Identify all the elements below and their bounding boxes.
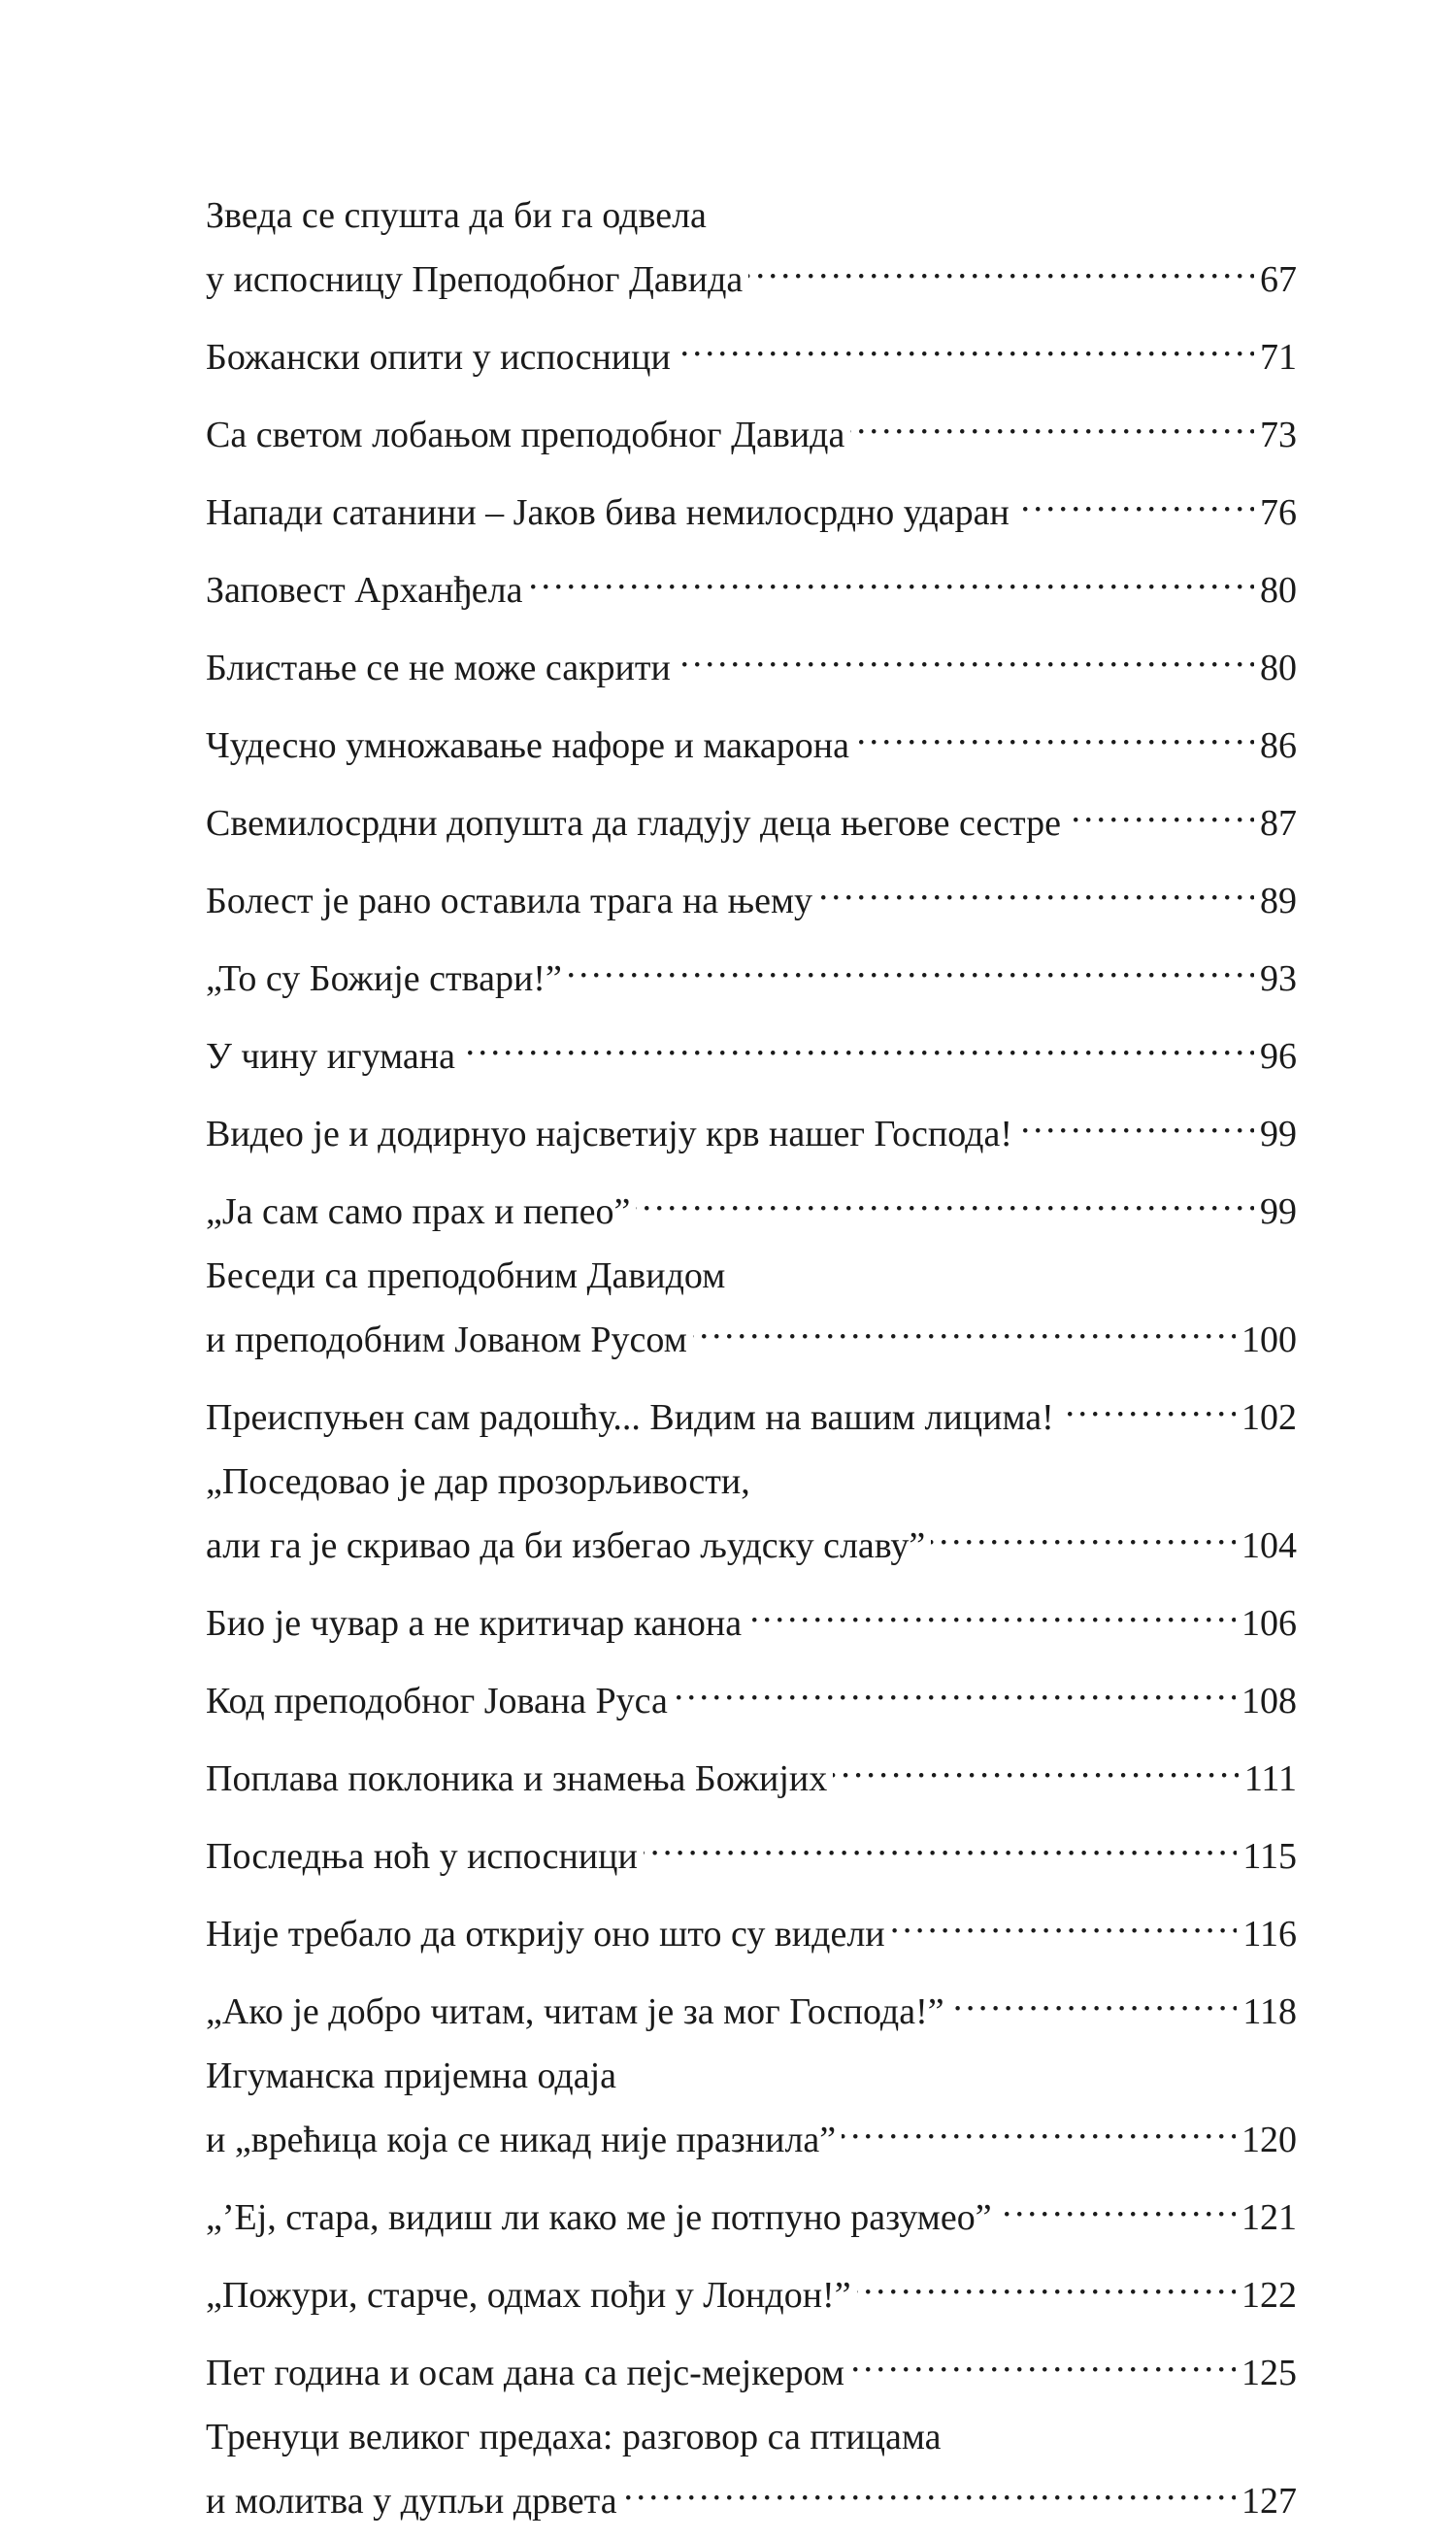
- toc-entry-title-line: Тренуци великог предаха: разговор са птицама: [206, 2417, 942, 2457]
- toc-entry-page-number: 127: [1241, 2481, 1297, 2522]
- toc-entry[interactable]: [206, 1095, 1297, 1159]
- toc-entry-title: и преподобним Јованом Русом: [206, 1320, 687, 1360]
- toc-entry[interactable]: [206, 396, 1297, 460]
- toc-entry-title: „Ако је добро читам, читам је за мог Господа!”: [206, 1991, 944, 2032]
- toc-entry-last-line: [206, 629, 1297, 693]
- toc-entry-last-line: [206, 940, 1297, 1004]
- toc-entry-last-line: [206, 1973, 1297, 2037]
- toc-entry-last-line: [206, 241, 1297, 305]
- toc-entry-last-line: [206, 862, 1297, 926]
- toc-entry-last-line: [206, 2179, 1297, 2243]
- dot-leader: [857, 2256, 1236, 2307]
- dot-leader: [677, 318, 1254, 369]
- toc-entry-page-number: 108: [1241, 1681, 1297, 1721]
- toc-entry-title: „Пожури, старче, одмах пођи у Лондон!”: [206, 2275, 851, 2316]
- toc-entry[interactable]: [206, 2334, 1297, 2398]
- toc-entry-title-line: Зведа се спушта да би га одвела: [206, 195, 707, 236]
- toc-entry-page-number: 111: [1243, 1758, 1297, 1799]
- toc-entry[interactable]: [206, 629, 1297, 693]
- toc-entry[interactable]: [206, 1740, 1297, 1804]
- dot-leader: [693, 1301, 1236, 1352]
- toc-entry-last-line: [206, 1818, 1297, 1882]
- toc-entry-page-number: 89: [1260, 881, 1297, 921]
- dot-leader: [644, 1818, 1238, 1868]
- dot-leader: [747, 1585, 1236, 1635]
- toc-entry-title: Чудесно умножавање нафоре и макарона: [206, 725, 849, 766]
- toc-entry-title: Код преподобног Јована Руса: [206, 1681, 668, 1721]
- toc-entry-title: Свемилосрдни допушта да гладују деца његове сестре: [206, 803, 1061, 844]
- dot-leader: [568, 940, 1254, 990]
- toc-entry-last-line: [206, 1095, 1297, 1159]
- dot-leader: [636, 1173, 1254, 1223]
- toc-entry-page-number: 118: [1242, 1991, 1297, 2032]
- toc-entry-title: У чину игумана: [206, 1036, 455, 1077]
- toc-entry-last-line: [206, 1895, 1297, 1959]
- dot-leader: [850, 2334, 1236, 2385]
- toc-entry-title: Са светом лобањом преподобног Давида: [206, 415, 845, 455]
- toc-entry-page-number: 80: [1260, 648, 1297, 688]
- toc-entry[interactable]: [206, 707, 1297, 771]
- dot-leader: [1060, 1379, 1236, 1429]
- toc-entry-page-number: 93: [1260, 958, 1297, 999]
- toc-entry[interactable]: [206, 940, 1297, 1004]
- dot-leader: [1015, 474, 1254, 524]
- toc-entry-page-number: 71: [1260, 337, 1297, 378]
- toc-entry-page-number: 80: [1260, 570, 1297, 611]
- toc-entry[interactable]: [206, 2179, 1297, 2243]
- toc-entry-title: Заповест Арханђела: [206, 570, 523, 611]
- toc-entry[interactable]: [206, 2051, 1297, 2165]
- toc-entry-last-line: [206, 707, 1297, 771]
- dot-leader: [1018, 1095, 1254, 1146]
- toc-entry-page-number: 102: [1241, 1397, 1297, 1438]
- toc-entry-title: Поплава поклоника и знамења Божијих: [206, 1758, 828, 1799]
- toc-entry-page-number: 100: [1241, 1320, 1297, 1360]
- toc-entry-last-line: [206, 2256, 1297, 2321]
- dot-leader: [833, 1740, 1239, 1790]
- dot-leader: [677, 629, 1254, 680]
- toc-entry-title: „Ја сам само прах и пепео”: [206, 1191, 631, 1232]
- toc-entry-title: Болест је рано оставила трага на њему: [206, 881, 813, 921]
- toc-entry-last-line: [206, 551, 1297, 616]
- toc-entry[interactable]: [206, 1973, 1297, 2037]
- toc-entry-page-number: 120: [1241, 2120, 1297, 2160]
- toc-entry-title: Пет година и осам дана са пејс-мејкером: [206, 2353, 844, 2393]
- toc-entry-title: Блистање се не може сакрити: [206, 648, 671, 688]
- toc-entry-last-line: [206, 1740, 1297, 1804]
- toc-entry[interactable]: [206, 190, 1297, 305]
- toc-entry[interactable]: [206, 1379, 1297, 1443]
- toc-entry-page-number: 122: [1241, 2275, 1297, 2316]
- toc-entry-title: Није требало да открију оно што су видели: [206, 1914, 885, 1955]
- toc-entry[interactable]: [206, 1018, 1297, 1082]
- dot-leader: [950, 1973, 1238, 2023]
- toc-entry-page-number: 67: [1260, 259, 1297, 300]
- toc-entry-page-number: 115: [1242, 1836, 1297, 1877]
- toc-entry-title: „’Еј, стара, видиш ли како ме је потпуно разумео”: [206, 2197, 992, 2238]
- toc-entry-title: и „врећица која се никад није празнила”: [206, 2120, 837, 2160]
- toc-entry[interactable]: [206, 474, 1297, 538]
- toc-entry[interactable]: [206, 1251, 1297, 1365]
- toc-entry-title: у испосницу Преподобног Давида: [206, 259, 744, 300]
- toc-entry-page-number: 76: [1260, 492, 1297, 533]
- toc-entry-page-number: 116: [1242, 1914, 1297, 1955]
- toc-entry[interactable]: [206, 2412, 1297, 2526]
- toc-entry-last-line: [206, 1379, 1297, 1443]
- toc-entry-title: Видео је и додирнуо најсветију крв нашег Господа!: [206, 1114, 1013, 1154]
- dot-leader: [818, 862, 1254, 913]
- toc-entry-title: „То су Божије ствари!”: [206, 958, 562, 999]
- toc-entry-last-line: [206, 396, 1297, 460]
- toc-entry-last-line: [206, 1585, 1297, 1649]
- toc-entry-title: Био је чувар а не критичар канона: [206, 1603, 743, 1644]
- toc-entry-page-number: 99: [1260, 1191, 1297, 1232]
- toc-entry-page-number: 121: [1241, 2197, 1297, 2238]
- toc-entry-page-number: 73: [1260, 415, 1297, 455]
- toc-entry-last-line: [206, 2334, 1297, 2398]
- toc-entry-last-line: [206, 785, 1297, 849]
- toc-entry-page-number: 125: [1241, 2353, 1297, 2393]
- toc-entry[interactable]: [206, 1662, 1297, 1726]
- toc-entry-title: Божански опити у испосници: [206, 337, 671, 378]
- toc-entry-page-number: 104: [1241, 1525, 1297, 1566]
- dot-leader: [1067, 785, 1254, 835]
- toc-entry-last-line: [206, 1173, 1297, 1237]
- toc-entry-title: Напади сатанини – Јаков бива немилосрдно ударан: [206, 492, 1009, 533]
- toc-entry[interactable]: [206, 1895, 1297, 1959]
- toc-entry[interactable]: [206, 2256, 1297, 2321]
- toc-entry-page-number: 99: [1260, 1114, 1297, 1154]
- toc-entry-title: Последња ноћ у испосници: [206, 1836, 638, 1877]
- toc-entry[interactable]: [206, 1456, 1297, 1571]
- toc-entry[interactable]: [206, 1818, 1297, 1882]
- toc-entry-title: и молитва у дупљи дрвета: [206, 2481, 617, 2522]
- toc-entry-last-line: [206, 1018, 1297, 1082]
- toc-entry-last-line: [206, 2462, 1297, 2526]
- toc-entry-page-number: 96: [1260, 1036, 1297, 1077]
- toc-entry-title: Преиспуњен сам радошћу... Видим на вашим лицима!: [206, 1397, 1054, 1438]
- toc-entry-title-line: „Поседовао је дар прозорљивости,: [206, 1461, 750, 1502]
- toc-entry-last-line: [206, 474, 1297, 538]
- toc-entry-last-line: [206, 1301, 1297, 1365]
- toc-entry-page-number: 87: [1260, 803, 1297, 844]
- dot-leader: [674, 1662, 1236, 1713]
- dot-leader: [623, 2462, 1236, 2513]
- dot-leader: [931, 1507, 1236, 1557]
- toc-entry-page-number: 106: [1241, 1603, 1297, 1644]
- dot-leader: [850, 396, 1254, 447]
- toc-entry[interactable]: [206, 551, 1297, 616]
- toc-entry-title-line: Беседи са преподобним Давидом: [206, 1255, 726, 1296]
- dot-leader: [748, 241, 1254, 291]
- toc-entry[interactable]: [206, 1173, 1297, 1237]
- toc-entry-last-line: [206, 1662, 1297, 1726]
- dot-leader: [461, 1018, 1254, 1068]
- dot-leader: [842, 2101, 1236, 2152]
- toc-entry-title: али га је скривао да би избегао људску славу”: [206, 1525, 926, 1566]
- toc-entry-title-line: Игуманска пријемна одаја: [206, 2055, 617, 2096]
- toc-entry-last-line: [206, 318, 1297, 383]
- dot-leader: [998, 2179, 1236, 2229]
- toc-entry[interactable]: [206, 1585, 1297, 1649]
- dot-leader: [855, 707, 1254, 757]
- toc-entry-page-number: 86: [1260, 725, 1297, 766]
- toc-entry[interactable]: [206, 862, 1297, 926]
- table-of-contents: [206, 190, 1297, 2540]
- dot-leader: [891, 1895, 1238, 1946]
- toc-entry[interactable]: [206, 785, 1297, 849]
- toc-entry-last-line: [206, 2101, 1297, 2165]
- dot-leader: [528, 551, 1254, 602]
- toc-entry[interactable]: [206, 318, 1297, 383]
- toc-entry-last-line: [206, 1507, 1297, 1571]
